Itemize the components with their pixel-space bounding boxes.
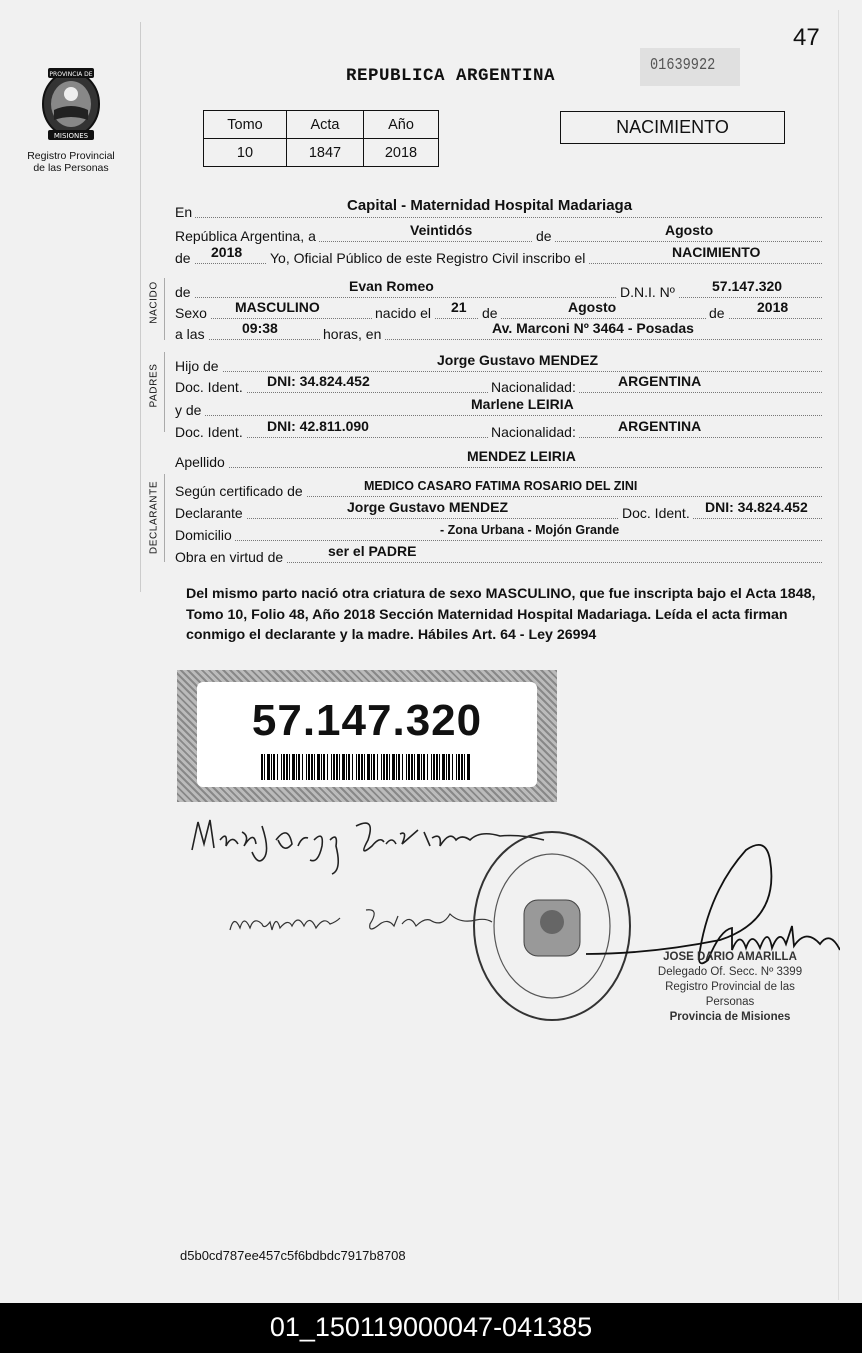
birth-place-value: Av. Marconi Nº 3464 - Posadas <box>492 320 694 336</box>
barcode-bar <box>261 754 263 780</box>
barcode-bar <box>271 754 272 780</box>
barcode-bar <box>348 754 350 780</box>
barcode-bar <box>414 754 415 780</box>
birth-note: Del mismo parto nació otra criatura de sexo MASCULINO, que fue inscripta bajo el Acta 1848, Tomo 10, Folio 48, Año 2018 Sección Maternidad Hospital Madariaga. Leída el acta firman conmigo el declarante y la madre. Hábiles Art. 64 - Ley 26994 <box>186 586 816 643</box>
official-stamp <box>640 950 820 1025</box>
day-words-value: Veintidós <box>410 222 473 238</box>
side-label-padres: PADRES <box>148 363 160 408</box>
barcode-bar <box>446 754 447 780</box>
side-label-nacido: NACIDO <box>148 281 160 324</box>
barcode-bar <box>389 754 390 780</box>
section-line-padres <box>164 352 165 432</box>
row-place <box>175 195 822 218</box>
child-dni-value: 57.147.320 <box>712 278 783 294</box>
section-line-declarante <box>164 474 165 562</box>
serial-number-box <box>640 48 740 86</box>
barcode-bar <box>373 754 375 780</box>
father-doc-value: DNI: 34.824.452 <box>267 373 370 389</box>
barcode-bar <box>421 754 422 780</box>
barcode-bar <box>306 754 307 780</box>
barcode-bar <box>292 754 295 780</box>
serial-number: 01639922 <box>650 56 716 75</box>
registry-line-2: de las Personas <box>33 162 109 174</box>
row-surname <box>175 445 822 468</box>
mother-doc-label: Doc. Ident. <box>175 424 246 440</box>
birth-month-value: Agosto <box>568 299 617 315</box>
barcode-bar <box>302 754 303 780</box>
record-table <box>203 110 439 167</box>
declarant-label: Declarante <box>175 505 246 521</box>
tomo-value: 10 <box>204 139 287 167</box>
dni-card <box>177 670 557 802</box>
inscription-type-value: NACIMIENTO <box>672 244 761 260</box>
barcode-bar <box>264 754 265 780</box>
barcode-bar <box>377 754 378 780</box>
official-seal <box>474 832 630 1020</box>
barcode-bar <box>406 754 407 780</box>
dni-label: D.N.I. Nº <box>617 284 678 300</box>
barcode-bar <box>323 754 325 780</box>
barcode-bar <box>342 754 345 780</box>
barcode-bar <box>456 754 457 780</box>
father-name-value: Jorge Gustavo MENDEZ <box>437 352 599 368</box>
dni-card-inner <box>197 682 537 787</box>
sex-label: Sexo <box>175 305 210 321</box>
place-label: horas, en <box>320 326 384 342</box>
registry-line-1: Registro Provincial <box>27 150 115 162</box>
barcode-bar <box>277 754 278 780</box>
barcode-bar <box>436 754 438 780</box>
barcode-bar <box>367 754 370 780</box>
republic-label: República Argentina, a <box>175 228 319 244</box>
barcode-bar <box>273 754 275 780</box>
reason-value: ser el PADRE <box>328 543 417 559</box>
declarant-doc-label: Doc. Ident. <box>619 505 693 521</box>
surname-label: Apellido <box>175 454 228 470</box>
official-signature <box>586 845 840 963</box>
official-province: Provincia de Misiones <box>669 1011 791 1023</box>
barcode-bar <box>386 754 388 780</box>
father-nationality-value: ARGENTINA <box>618 373 702 389</box>
row-sex <box>175 296 822 319</box>
barcode-bar <box>327 754 328 780</box>
father-label: Hijo de <box>175 358 222 374</box>
mother-signature <box>180 906 492 930</box>
barcode-bar <box>431 754 432 780</box>
document-hash: d5b0cd787ee457c5f6bdbdc7917b8708 <box>180 1248 406 1263</box>
barcode-bar <box>396 754 397 780</box>
act-type-box: NACIMIENTO <box>560 111 785 144</box>
row-reason <box>175 540 822 563</box>
declarant-name-value: Jorge Gustavo MENDEZ <box>347 499 509 515</box>
official-org: Registro Provincial de las Personas <box>665 981 795 1008</box>
birth-de1-label: de <box>479 305 501 321</box>
barcode-bar <box>331 754 332 780</box>
official-role: Delegado Of. Secc. Nº 3399 <box>657 966 803 978</box>
sex-value: MASCULINO <box>235 299 320 315</box>
barcode-bar <box>314 754 315 780</box>
surname-value: MENDEZ LEIRIA <box>467 448 576 464</box>
logo-text-bottom: MISIONES <box>53 132 89 140</box>
barcode-bar <box>423 754 425 780</box>
barcode-bar <box>464 754 465 780</box>
document-title: REPUBLICA ARGENTINA <box>346 66 556 86</box>
barcode-bar <box>442 754 445 780</box>
barcode-bar <box>411 754 413 780</box>
official-name: JOSE DARIO AMARILLA <box>663 951 797 963</box>
born-label: nacido el <box>372 305 434 321</box>
barcode-bar <box>467 754 470 780</box>
declarant-doc-value: DNI: 34.824.452 <box>705 499 808 515</box>
barcode-bar <box>356 754 357 780</box>
barcode-bar <box>417 754 420 780</box>
barcode-bar <box>439 754 440 780</box>
barcode-bar <box>333 754 335 780</box>
barcode-bar <box>298 754 300 780</box>
barcode-bar <box>458 754 460 780</box>
barcode-bar <box>352 754 353 780</box>
section-line-nacido <box>164 278 165 340</box>
row-child-name <box>175 275 822 298</box>
father-doc-label: Doc. Ident. <box>175 379 246 395</box>
page-number: 47 <box>793 24 820 51</box>
page-edge <box>838 10 839 1300</box>
row-address <box>175 518 822 541</box>
month-value: Agosto <box>665 222 714 238</box>
side-label-declarante: DECLARANTE <box>148 480 160 555</box>
mother-label: y de <box>175 402 204 418</box>
barcode-bar <box>381 754 382 780</box>
barcode-bar <box>398 754 400 780</box>
official-text: Yo, Oficial Público de este Registro Civil inscribo el <box>267 250 588 266</box>
barcode-bar <box>361 754 363 780</box>
address-label: Domicilio <box>175 527 235 543</box>
barcode-bar <box>364 754 365 780</box>
barcode-bar <box>448 754 450 780</box>
row-mother-doc <box>175 415 822 438</box>
place-value: Capital - Maternidad Hospital Madariaga <box>347 197 633 214</box>
barcode-bar <box>321 754 322 780</box>
barcode-bar <box>296 754 297 780</box>
row-mother <box>175 393 822 416</box>
child-name-value: Evan Romeo <box>349 278 434 294</box>
barcode <box>261 754 473 780</box>
mother-name-value: Marlene LEIRIA <box>471 396 574 412</box>
mother-doc-value: DNI: 42.811.090 <box>267 418 369 434</box>
barcode-bar <box>267 754 270 780</box>
barcode-bar <box>339 754 340 780</box>
birth-year-value: 2018 <box>757 299 789 315</box>
anio-value: 2018 <box>364 139 439 167</box>
registry-name <box>8 150 134 174</box>
logo-text-top: PROVINCIA DE <box>49 71 93 78</box>
mother-nationality-label: Nacionalidad: <box>488 424 579 440</box>
barcode-bar <box>289 754 290 780</box>
certificate-value: MEDICO CASARO FATIMA ROSARIO DEL ZINI <box>364 479 638 493</box>
row-time-place <box>175 317 822 340</box>
barcode-bar <box>308 754 310 780</box>
row-date <box>175 219 822 242</box>
barcode-bar <box>427 754 428 780</box>
certificate-label: Según certificado de <box>175 483 306 499</box>
en-label: En <box>175 204 195 220</box>
reason-label: Obra en virtud de <box>175 549 286 565</box>
barcode-bar <box>433 754 435 780</box>
barcode-bar <box>281 754 282 780</box>
anio-header: Año <box>364 111 439 139</box>
hour-label: a las <box>175 326 208 342</box>
barcode-bar <box>452 754 453 780</box>
name-prefix-label: de <box>175 284 194 300</box>
barcode-bar <box>283 754 285 780</box>
birth-de2-label: de <box>706 305 728 321</box>
father-nationality-label: Nacionalidad: <box>488 379 579 395</box>
birth-time-value: 09:38 <box>242 320 278 336</box>
row-father-doc <box>175 370 822 393</box>
acta-value: 1847 <box>287 139 364 167</box>
year-value: 2018 <box>211 244 243 260</box>
birth-day-value: 21 <box>451 299 467 315</box>
barcode-bar <box>336 754 338 780</box>
barcode-bar <box>358 754 360 780</box>
de-label: de <box>533 228 555 244</box>
acta-header: Acta <box>287 111 364 139</box>
barcode-bar <box>461 754 463 780</box>
margin-line <box>140 22 141 592</box>
barcode-bar <box>392 754 395 780</box>
barcode-bar <box>402 754 403 780</box>
barcode-bar <box>346 754 347 780</box>
barcode-bar <box>408 754 410 780</box>
tomo-header: Tomo <box>204 111 287 139</box>
row-certificate <box>175 474 822 497</box>
address-value: - Zona Urbana - Mojón Grande <box>440 523 620 537</box>
footer-id: 01_150119000047-041385 <box>0 1303 862 1353</box>
row-official <box>175 241 822 264</box>
barcode-bar <box>383 754 385 780</box>
barcode-bar <box>311 754 313 780</box>
barcode-bar <box>286 754 288 780</box>
row-declarant <box>175 496 822 519</box>
dni-card-number: 57.147.320 <box>251 696 483 745</box>
barcode-bar <box>371 754 372 780</box>
barcode-bar <box>317 754 320 780</box>
year-prefix-label: de <box>175 250 194 266</box>
province-coat-of-arms-logo <box>38 62 104 144</box>
mother-nationality-value: ARGENTINA <box>618 418 702 434</box>
row-father <box>175 349 822 372</box>
